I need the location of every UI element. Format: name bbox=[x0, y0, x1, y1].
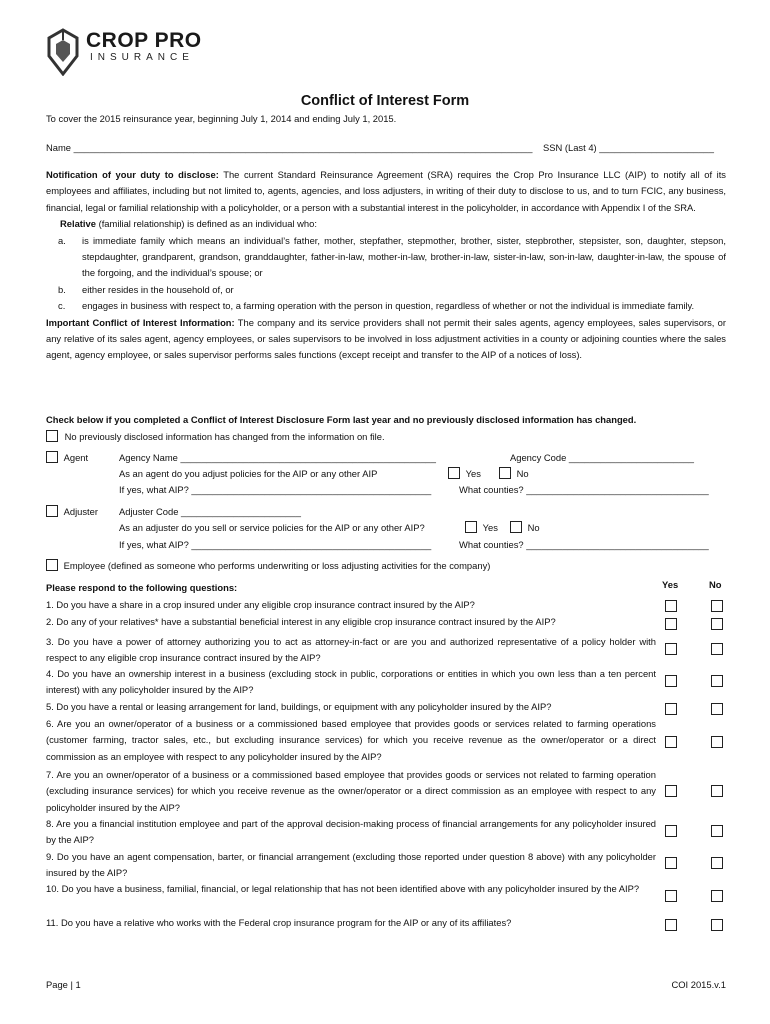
page-title: Conflict of Interest Form bbox=[300, 93, 470, 109]
question-row: 7. Are you an owner/operator of a business or a commissioned based employee that provides goods or services not related to farming operation (excluding insurance services) for which you receive revenue as the owner/operator or a direct commission as an employee with respect to any policyholder insured by the AIP? bbox=[46, 769, 656, 813]
notification-section bbox=[46, 167, 726, 364]
important-heading: Important Conflict of Interest Information: bbox=[46, 316, 235, 328]
ssn-field[interactable] bbox=[543, 140, 714, 156]
ssn-label: SSN (Last 4) bbox=[543, 142, 597, 153]
question-row: 4. Do you have an ownership interest in a business (excluding stock in public, corporations or entities in which you own less than a ten percent interest) with any policyholder insured by the AIP? bbox=[46, 668, 656, 696]
q3-no-checkbox[interactable] bbox=[711, 643, 723, 655]
q3-yes-checkbox[interactable] bbox=[665, 643, 677, 655]
no-column-header bbox=[709, 577, 722, 593]
employee-option[interactable] bbox=[46, 558, 490, 574]
agent-checkbox[interactable] bbox=[46, 451, 58, 463]
q6-yes-checkbox[interactable] bbox=[665, 736, 677, 748]
list-item-label: a. bbox=[58, 234, 66, 246]
question-row: 9. Do you have an agent compensation, barter, or financial arrangement (excluding those reported under question 8 above) with any policyholder insured by the AIP? bbox=[46, 851, 656, 879]
agent-aip-field[interactable]: If yes, what AIP? ______________________________________________ bbox=[119, 484, 432, 495]
q4-no-checkbox[interactable] bbox=[711, 675, 723, 687]
name-label: Name bbox=[46, 142, 72, 153]
questions-heading-text: Please respond to the following questions: bbox=[46, 582, 238, 593]
question-row: 11. Do you have a relative who works with the Federal crop insurance program for the AIP or any of its affiliates? bbox=[46, 917, 512, 928]
q7-no-checkbox[interactable] bbox=[711, 785, 723, 797]
form-version: COI 2015.v.1 bbox=[671, 979, 726, 990]
ssn-line: ______________________ bbox=[599, 142, 714, 153]
employee-checkbox[interactable] bbox=[46, 559, 58, 571]
q10-yes-checkbox[interactable] bbox=[665, 890, 677, 902]
yes-column-header bbox=[662, 577, 678, 593]
adjuster-code-field[interactable]: Adjuster Code _______________________ bbox=[119, 506, 301, 517]
adjuster-yes-label: Yes bbox=[482, 522, 498, 533]
agent-no-option[interactable] bbox=[499, 466, 529, 482]
list-item-text: is immediate family which means an individual’s father, mother, stepfather, stepmother, brother, sister, stepbrother, stepsister, son, daughter, stepson, stepdaughter, grandparent, grandson, granddaughter, father-in-law, mother-in-law, brother-in-law, sister-in-law, son-in-law, daughter-in-law, the spouse of the forgoing, and the individual’s spouse; or bbox=[82, 234, 726, 279]
q11-yes-checkbox[interactable] bbox=[665, 919, 677, 931]
question-row: 1. Do you have a share in a crop insured under any eligible crop insurance contract insured by the AIP? bbox=[46, 599, 475, 610]
q9-no-checkbox[interactable] bbox=[711, 857, 723, 869]
question-row: 6. Are you an owner/operator of a business or a commissioned based employee that provides goods or services related to farming operations (customer farming, tractor sales, etc., but excluding insurance services) for which you receive revenue as the owner/operator or a direct commission as an employee with respect to any policyholder insured by the AIP? bbox=[46, 718, 656, 762]
agent-question: As an agent do you adjust policies for the AIP or any other AIP bbox=[119, 468, 378, 479]
adjuster-option[interactable] bbox=[46, 504, 98, 520]
agent-no-label: No bbox=[516, 468, 529, 479]
q10-no-checkbox[interactable] bbox=[711, 890, 723, 902]
check-heading-text: Check below if you completed a Conflict of Interest Disclosure Form last year and no previously disclosed information has changed. bbox=[46, 414, 637, 425]
list-item-label: b. bbox=[58, 283, 66, 295]
question-row: 3. Do you have a power of attorney authorizing you to act as attorney-in-fact or are you and authorized representative of a policy holder with respect to any eligible crop insurance contract insured by the AIP? bbox=[46, 636, 656, 664]
logo-main-text: CROP PRO bbox=[86, 29, 202, 52]
q5-no-checkbox[interactable] bbox=[711, 703, 723, 715]
no-change-option[interactable] bbox=[46, 429, 736, 445]
list-item-label: c. bbox=[58, 300, 66, 312]
page-footer bbox=[46, 977, 726, 993]
q7-yes-checkbox[interactable] bbox=[665, 785, 677, 797]
logo-sub-text: INSURANCE bbox=[90, 52, 194, 63]
question-row: 5. Do you have a rental or leasing arrangement for land, buildings, or equipment with any policyholder insured by the AIP? bbox=[46, 701, 552, 712]
q1-yes-checkbox[interactable] bbox=[665, 600, 677, 612]
q2-yes-checkbox[interactable] bbox=[665, 618, 677, 630]
notification-body: The current Standard Reinsurance Agreement (SRA) requires the Crop Pro Insurance LLC (AIP) to notify all of its employees and affiliates, including but not limited to, agents, agencies, and loss adjusters, in writing of their duty to disclose to us, and to turn FCIC, any business, financial, legal or familial relationship with a policyholder, or a person with a substantial interest in the policyholder, in accordance with Appendix I of the SRA. bbox=[46, 169, 726, 213]
employee-label: Employee (defined as someone who performs underwriting or loss adjusting activities for the company) bbox=[63, 560, 491, 571]
questions-heading bbox=[46, 580, 237, 596]
q4-yes-checkbox[interactable] bbox=[665, 675, 677, 687]
q2-no-checkbox[interactable] bbox=[711, 618, 723, 630]
relative-definition bbox=[46, 216, 726, 232]
important-body: The company and its service providers shall not permit their sales agents, agency employees, sales supervisors, or any relative of its sales agent, agency employees, or sales supervisors to be involved in loss adjustment activities in a county or adjoining counties where the sales agent, agency employee, or sales supervisor performs sales functions (except receipt and transfer to the AIP of a notices of loss). bbox=[46, 316, 726, 361]
agent-yes-option[interactable] bbox=[448, 466, 481, 482]
q9-yes-checkbox[interactable] bbox=[665, 857, 677, 869]
no-change-checkbox[interactable] bbox=[46, 430, 58, 442]
agent-label: Agent bbox=[63, 452, 89, 463]
question-row: 2. Do any of your relatives* have a substantial beneficial interest in any eligible crop insurance contract insured by the AIP? bbox=[46, 616, 556, 627]
q11-no-checkbox[interactable] bbox=[711, 919, 723, 931]
question-row: 8. Are you a financial institution employee and part of the approval decision-making process of financial arrangements for any policyholder insured by the AIP? bbox=[46, 818, 656, 846]
question-row: 10. Do you have a business, familial, financial, or legal relationship that has not been identified above with any policyholder insured by the AIP? bbox=[46, 883, 640, 894]
q1-no-checkbox[interactable] bbox=[711, 600, 723, 612]
notification-paragraph bbox=[46, 167, 726, 216]
adjuster-counties-field[interactable]: What counties? ___________________________________ bbox=[459, 539, 709, 550]
adjuster-aip-field[interactable]: If yes, what AIP? ______________________________________________ bbox=[119, 539, 432, 550]
adjuster-no-checkbox[interactable] bbox=[510, 521, 522, 533]
agent-option[interactable] bbox=[46, 450, 88, 466]
agency-code-field[interactable]: Agency Code ________________________ bbox=[510, 452, 695, 463]
adjuster-no-label: No bbox=[527, 522, 540, 533]
relative-heading: Relative bbox=[60, 218, 96, 230]
list-item-text: engages in business with respect to, a farming operation with the person in question, regardless of whether or not the individual is immediate family. bbox=[82, 300, 695, 312]
notification-heading: Notification of your duty to disclose: bbox=[46, 169, 219, 180]
agent-no-checkbox[interactable] bbox=[499, 467, 511, 479]
adjuster-label: Adjuster bbox=[63, 506, 99, 517]
page-number: Page | 1 bbox=[46, 979, 81, 990]
name-field[interactable] bbox=[46, 140, 726, 156]
no-header-text: No bbox=[709, 579, 722, 590]
adjuster-checkbox[interactable] bbox=[46, 505, 58, 517]
q8-yes-checkbox[interactable] bbox=[665, 825, 677, 837]
yes-header-text: Yes bbox=[662, 579, 679, 590]
no-change-label: No previously disclosed information has changed from the information on file. bbox=[64, 431, 385, 442]
relative-item-a bbox=[46, 233, 726, 282]
adjuster-yes-checkbox[interactable] bbox=[465, 521, 477, 533]
adjuster-no-option[interactable] bbox=[510, 520, 540, 536]
agency-name-field[interactable]: Agency Name _________________________________________________ bbox=[119, 452, 436, 463]
q8-no-checkbox[interactable] bbox=[711, 825, 723, 837]
adjuster-yes-option[interactable] bbox=[465, 520, 498, 536]
relative-body: (familial relationship) is defined as an individual who: bbox=[95, 218, 317, 230]
intro-text: To cover the 2015 reinsurance year, beginning July 1, 2014 and ending July 1, 2015. bbox=[46, 113, 397, 124]
important-paragraph bbox=[46, 315, 726, 364]
relative-item-c bbox=[46, 298, 726, 314]
adjuster-question: As an adjuster do you sell or service policies for the AIP or any other AIP? bbox=[119, 522, 425, 533]
agent-yes-checkbox[interactable] bbox=[448, 467, 460, 479]
crop-logo-icon bbox=[46, 28, 80, 76]
company-logo bbox=[46, 28, 246, 78]
q6-no-checkbox[interactable] bbox=[711, 736, 723, 748]
name-line: ________________________________________________________________________________________ bbox=[73, 142, 533, 153]
list-item-text: either resides in the household of, or bbox=[82, 283, 234, 295]
check-heading bbox=[46, 412, 736, 428]
q5-yes-checkbox[interactable] bbox=[665, 703, 677, 715]
agent-counties-field[interactable]: What counties? ___________________________________ bbox=[459, 484, 709, 495]
agent-yes-label: Yes bbox=[465, 468, 481, 479]
relative-item-b bbox=[46, 282, 726, 298]
